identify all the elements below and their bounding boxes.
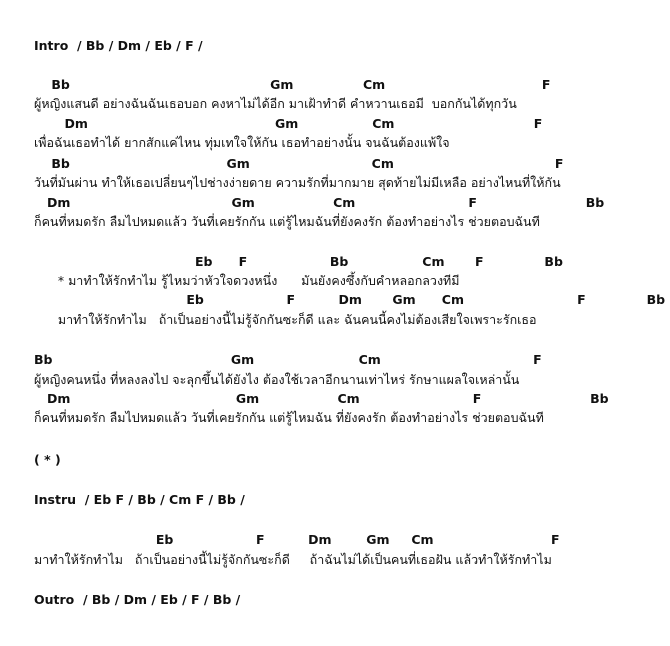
chord-line: Dm Gm Cm F Bb [34,391,609,406]
chord-line: Bb Gm Cm F [34,77,551,92]
lyric-line: ก็คนที่หมดรัก ลืมไปหมดแล้ว วันที่เคยรักกัน แต่รู้ไหมฉัน ที่ยังคงรัก ต้องทำอย่างไร ช่วยตอบฉันที [34,410,544,425]
chord-line: Dm Gm Cm F [34,116,543,131]
instru-line: Instru / Eb F / Bb / Cm F / Bb / [34,492,245,507]
lyric-line: ก็คนที่หมดรัก ลืมไปหมดแล้ว วันที่เคยรักกัน แต่รู้ไหมฉันที่ยังคงรัก ต้องทำอย่างไร ช่วยตอบฉันที [34,214,540,229]
lyric-line: ผู้หญิงแสนดี อย่างฉันฉันเธอบอก คงหาไม่ได้อีก มาเฝ้าทำดี คำหวานเธอมี บอกกันได้ทุกวัน [34,96,517,111]
chord-line: Bb Gm Cm F [34,156,564,171]
intro-line: Intro / Bb / Dm / Eb / F / [34,38,203,53]
lyric-line: มาทำให้รักทำไม ถ้าเป็นอย่างนี้ไม่รู้จักกันซะก็ดี ถ้าฉันไม่ได้เป็นคนที่เธอฝัน แล้วทำให้รักทำไม [34,552,552,567]
chorus-lyric-line: มาทำให้รักทำไม ถ้าเป็นอย่างนี้ไม่รู้จักกันซะก็ดี และ ฉันคนนี้คงไม่ต้องเสียใจเพราะรักเธอ [34,312,537,327]
chord-line: Eb F Bb Cm F Bb [34,254,563,269]
chord-line: Eb F Dm Gm Cm F [34,532,560,547]
lyric-line: เพื่อฉันเธอทำได้ ยากสักแค่ไหน ทุ่มเทใจให้กัน เธอทำอย่างนั้น จนฉันต้องแพ้ใจ [34,135,450,150]
chord-line: Eb F Dm Gm Cm F Bb [34,292,666,307]
chorus-repeat-marker: ( * ) [34,452,61,467]
chord-line: Bb Gm Cm F [34,352,542,367]
chorus-lyric-line: * มาทำให้รักทำไม รู้ไหมว่าหัวใจดวงหนึ่ง มันยังคงซึ้งกับคำหลอกลวงทีมี [34,273,460,288]
lyric-line: วันที่มันผ่าน ทำให้เธอเปลี่ยนๆไปช่างง่ายดาย ความรักที่มากมาย สุดท้ายไม่มีเหลือ อย่างไหนที่ให้กัน [34,175,561,190]
chord-line: Dm Gm Cm F Bb [34,195,605,210]
outro-line: Outro / Bb / Dm / Eb / F / Bb / [34,592,241,607]
lyric-line: ผู้หญิงคนหนึ่ง ที่หลงลงไป จะลุกขึ้นได้ยังไง ต้องใช้เวลาอีกนานเท่าไหร่ รักษาแผลใจเหล่านั้น [34,372,520,387]
